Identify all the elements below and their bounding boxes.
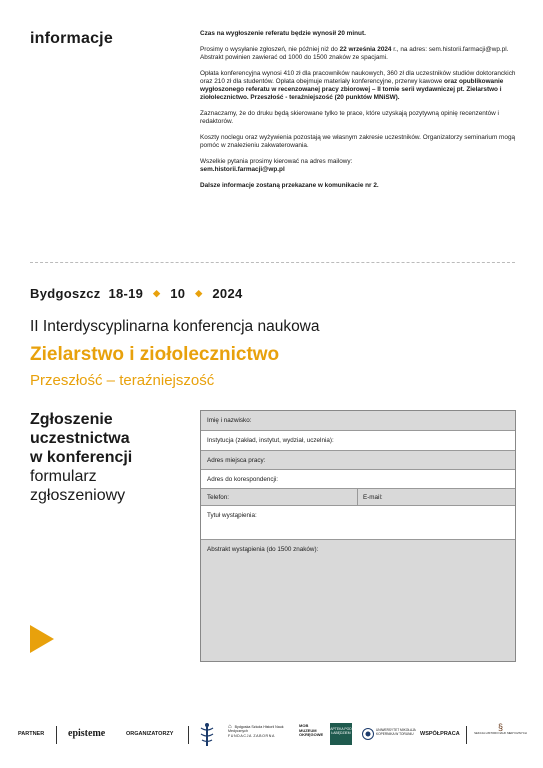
field-work-address[interactable]: Adres miejsca pracy: [201, 451, 515, 470]
event-city: Bydgoszcz [30, 286, 101, 301]
footer-separator [188, 726, 189, 744]
field-phone-label: Telefon: [207, 494, 230, 501]
event-year: 2024 [212, 286, 243, 301]
footer-separator [466, 726, 467, 744]
conference-label: II Interdyscyplinarna konferencja naukowa [30, 318, 320, 335]
diamond-icon: ◆ [153, 288, 161, 298]
info-paragraph-costs: Koszty noclegu oraz wyżywienia pozostają we własnym zakresie uczestników. Organizatorzy seminarium mogą pomóc w znalezieniu zakwaterowania. [200, 134, 516, 149]
field-institution[interactable]: Instytucja (zakład, instytut, wydział, uczelnia): [201, 431, 515, 451]
field-email-label: E-mail: [363, 494, 383, 501]
registration-heading: Zgłoszenie uczestnictwa w konferencji formularz zgłoszeniowy [30, 411, 133, 504]
apteka-logo: APTEKA POD ŁABĘDZIEM [330, 723, 352, 745]
info-paragraph-deadline: Prosimy o wysyłanie zgłoszeń, nie później niż do 22 września 2024 r., na adres: sem.historii.farmacji@wp.pl. Abstrakt powinien zawierać od 1000 do 1500 znaków ze spacjami. [200, 46, 509, 61]
sekcja-emblem-icon: § [497, 722, 503, 732]
field-phone-email[interactable] [201, 489, 515, 506]
field-abstract[interactable]: Abstrakt wystąpienia (do 1500 znaków): [201, 540, 515, 661]
partner-label: PARTNER [18, 731, 45, 737]
event-date-line [30, 286, 243, 301]
episteme-logo: episteme [68, 728, 106, 739]
diamond-icon: ◆ [195, 288, 203, 298]
field-talk-title[interactable]: Tytuł wystąpienia: [201, 506, 515, 540]
caduceus-logo-icon [196, 722, 218, 750]
mob-muzeum-logo: MOB MUZEUM OKRĘGOWE [299, 723, 324, 738]
book-icon: ⌂ [228, 724, 232, 730]
conference-subtitle: Przeszłość – teraźniejszość [30, 372, 215, 389]
event-days: 18-19 [108, 286, 144, 301]
registration-form [200, 410, 516, 662]
contact-email[interactable]: sem.historii.farmacji@wp.pl [200, 166, 285, 173]
info-paragraph-contact: Wszelkie pytania prosimy kierować na adres mailowy: sem.historii.farmacji@wp.pl [200, 158, 353, 173]
organizers-label: ORGANIZATORZY [126, 731, 174, 737]
footer-separator [56, 726, 57, 744]
info-paragraph-review: Zaznaczamy, że do druku będą skierowane tylko te prace, które uzyskają pozytywną opinię recenzentów i redaktorów. [200, 110, 499, 125]
info-paragraph-duration: Czas na wygłoszenie referatu będzie wynosił 20 minut. [200, 30, 366, 37]
conference-title: Zielarstwo i ziołolecznictwo [30, 344, 280, 365]
play-arrow-icon [30, 625, 54, 653]
field-divider [357, 489, 358, 505]
section-divider [30, 262, 515, 263]
umk-emblem-icon [362, 728, 374, 740]
cooperation-label: WSPÓŁPRACA [420, 731, 460, 737]
footer-logos [18, 722, 528, 750]
info-paragraph-fee: Opłata konferencyjna wynosi 410 zł dla pracowników naukowych, 360 zł dla uczestników studiów doktoranckich oraz 210 zł dla studentów. Opłata obejmuje materiały konferencyjne, przerwy kawowe oraz opublikowanie wygłoszonego referatu w recenzowanej pracy zbiorowej – II tomie serii wydawniczej pt. Zielarstwo i ziołolecznictwo. Przeszłość - teraźniejszość (20 punktów MNiSW). [200, 70, 516, 101]
info-column [200, 30, 520, 198]
info-paragraph-next: Dalsze informacje zostaną przekazane w komunikacie nr 2. [200, 182, 379, 189]
sekcja-historii-logo: § SEKCJA HISTORII NAUK MEDYCZNYCH [474, 722, 527, 735]
info-heading: informacje [30, 30, 113, 47]
field-name[interactable]: Imię i nazwisko: [201, 411, 515, 431]
bydgoska-szkola-logo: ⌂ Bydgoska Szkoła Historii Nauk Medycznych FUNDACJA ZABORNA [228, 724, 284, 738]
event-month: 10 [170, 286, 186, 301]
field-correspondence-address[interactable]: Adres do korespondencji: [201, 470, 515, 489]
umk-logo: UNIWERSYTET MIKOŁAJA KOPERNIKA W TORUNIU [376, 728, 416, 736]
